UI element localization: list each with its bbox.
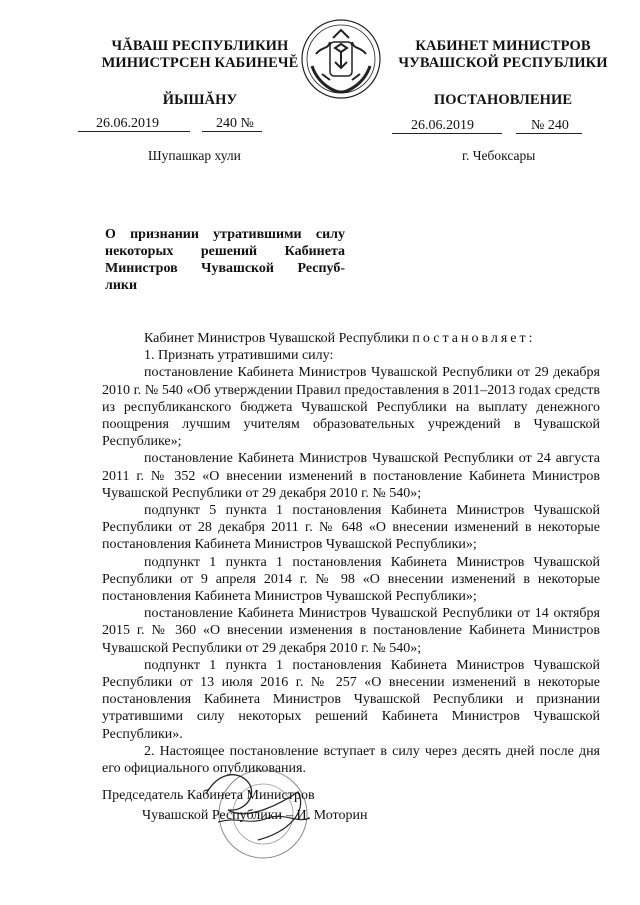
left-date: 26.06.2019 [96,116,159,131]
signature-name: – И. Моторин [286,808,368,823]
chuvash-coat-of-arms-icon [300,18,382,100]
header-right-line2: ЧУВАШСКОЙ РЕСПУБЛИКИ [398,55,608,71]
left-number-underline [202,131,262,132]
subject-line-2: некоторых решений Кабинета [105,244,345,259]
left-place: Шупашкар хули [148,148,241,163]
right-date: 26.06.2019 [411,118,474,133]
intro-prefix: Кабинет Министров Чувашской Республики [144,331,409,346]
left-date-underline [78,131,190,132]
right-place: г. Чебоксары [462,148,536,163]
intro-verb: постановляет: [412,331,536,346]
repealed-item-4: подпункт 1 пункта 1 постановления Кабинета Министров Чувашской Республики от 9 апреля 2014 г. № 98 «О внесении изменений в некоторые постановления Кабинета Министров Чувашской Республики»; [102,554,600,605]
subject-line-3: Министров Чувашской Респуб- [105,261,345,276]
header-right-line1: КАБИНЕТ МИНИСТРОВ [415,38,591,54]
left-number: 240 № [216,116,254,131]
intro-paragraph [102,330,600,347]
item-2: 2. Настоящее постановление вступает в силу через десять дней после дня его официального опубликования. [102,743,600,777]
repealed-item-3: подпункт 5 пункта 1 постановления Кабинета Министров Чувашской Республики от 28 декабря 2011 г. № 648 «О внесении изменений в некоторые постановления Кабинета Министров Чувашской Республики»; [102,503,600,553]
repealed-item-2: постановление Кабинета Министров Чувашской Республики от 24 августа 2011 г. № 352 «О внесении изменений в постановление Кабинета Министров Чувашской Республики от 29 декабря 2010 г. № 540»; [102,451,600,501]
item-1: 1. Признать утратившими силу: [144,348,334,364]
repealed-item-6: подпункт 1 пункта 1 постановления Кабинета Министров Чувашской Республики от 13 июля 2016 г. № 257 «О внесении изменений в некоторые постановления Кабинета Министров Чувашской Республики и признании утратившими силу некоторых решений Кабинета Министров Чувашской Республики». [102,657,600,742]
header-left-line2: МИНИСТРСЕН КАБИНЕЧĔ [101,55,299,71]
header-left-block [95,38,305,109]
right-date-underline [392,133,502,134]
header-left-line1: ЧĂВАШ РЕСПУБЛИКИН [111,38,289,54]
repealed-item-5: постановление Кабинета Министров Чувашской Республики от 14 октября 2015 г. № 360 «О внесении изменения в постановление Кабинета Министров Чувашской Республики от 29 декабря 2010 г. № 540»; [102,606,600,656]
subject-line-4: лики [105,278,138,293]
document-subject [105,226,345,294]
subject-line-1: О признании утратившими силу [105,227,345,242]
signature-line-2-left: Чувашской Республики [142,808,283,823]
header-right-block [398,38,608,109]
signature-line-1: Председатель Кабинета Министров [102,788,315,803]
right-number: № 240 [531,118,569,133]
header-left-title: ЙЫШĂНУ [162,92,238,108]
repealed-item-1: постановление Кабинета Министров Чувашской Республики от 29 декабря 2010 г. № 540 «Об утверждении Правил предоставления в 2011–2013 годах средств из республиканского бюджета Чувашской Республики на выплату денежного поощрения лучшим учителям образовательных учреждений в Чувашской Республике»; [102,365,600,450]
header-right-title: ПОСТАНОВЛЕНИЕ [433,92,573,108]
document-body [102,330,600,777]
right-number-underline [516,133,582,134]
